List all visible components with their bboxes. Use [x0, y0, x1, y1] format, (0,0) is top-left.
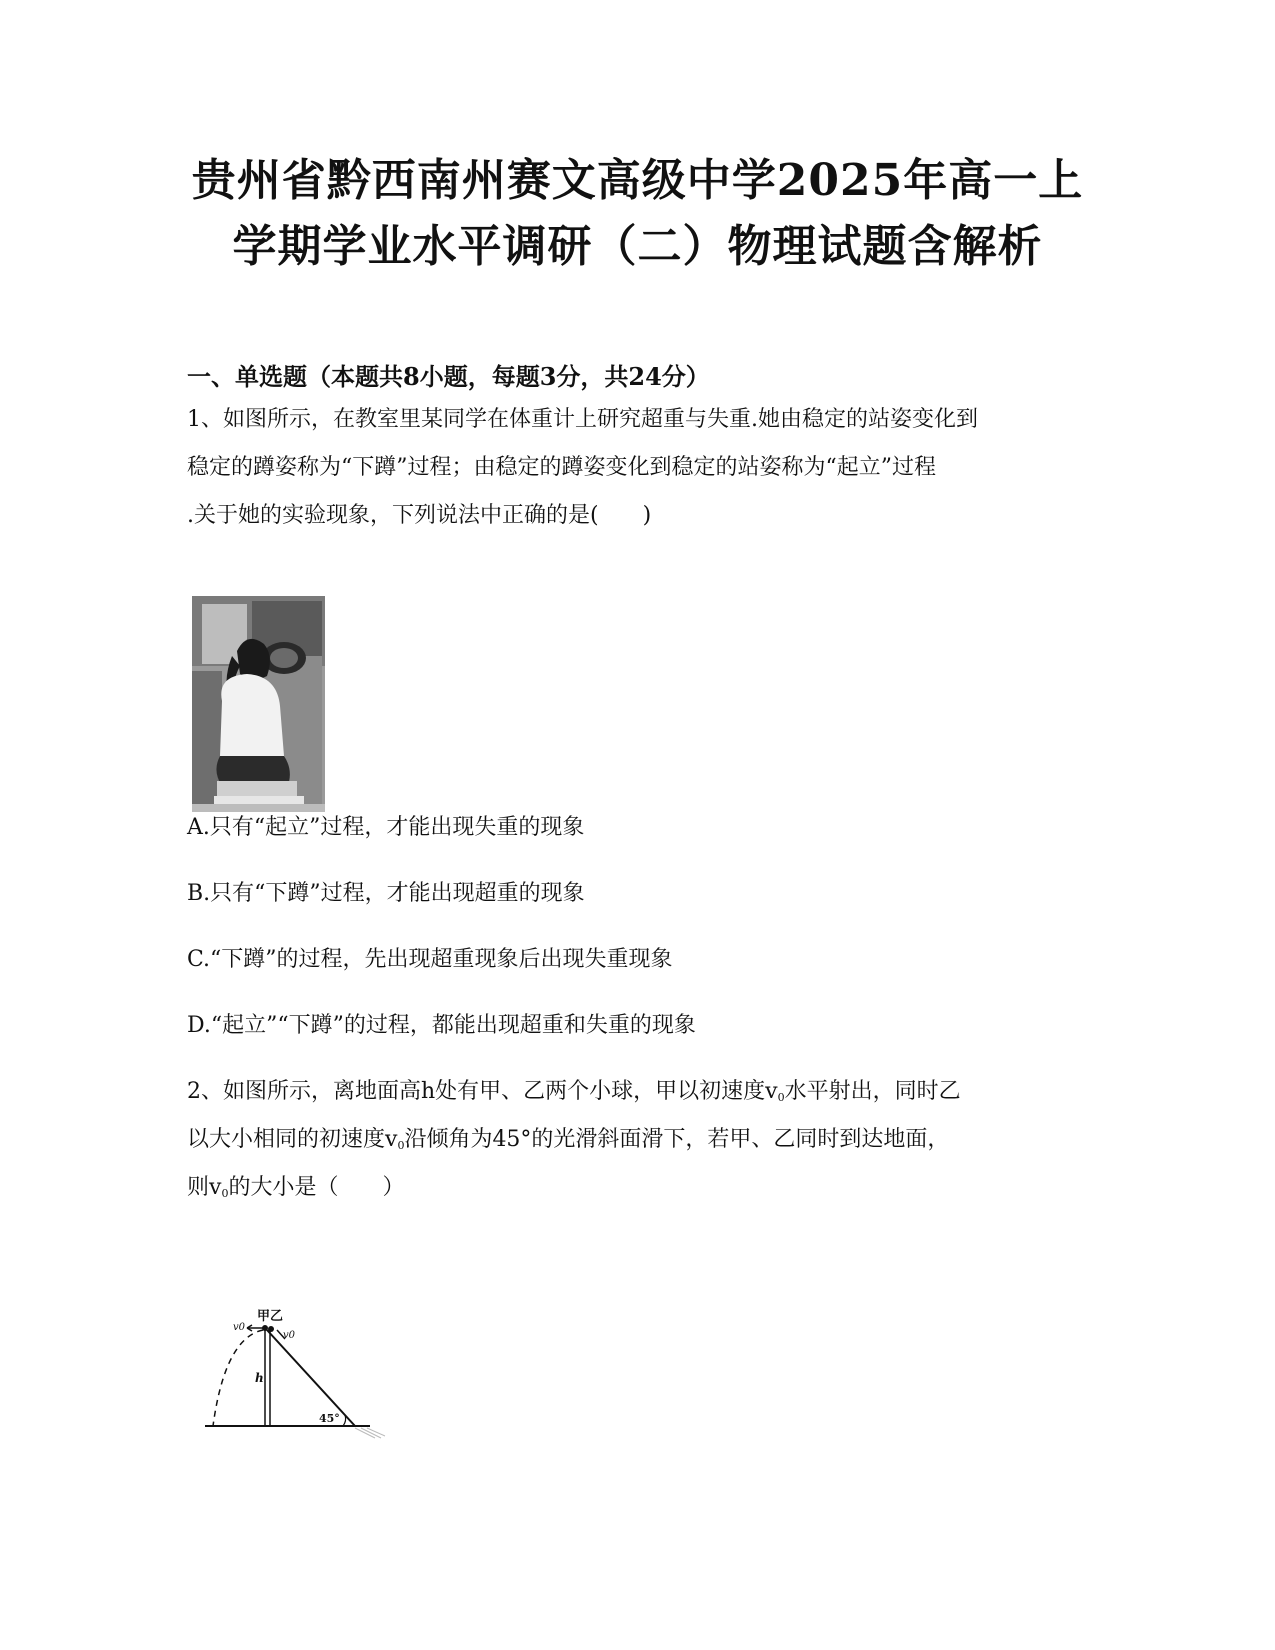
option-d: D.“起立”“下蹲”的过程，都能出现超重和失重的现象 — [187, 1013, 696, 1038]
q2-line2-part-b: 沿倾角为45°的光滑斜面滑下，若甲、乙同时到达地面， — [404, 1127, 950, 1152]
question-1-text-line-1: 1、如图所示，在教室里某同学在体重计上研究超重与失重.她由稳定的站姿变化到 — [187, 407, 978, 432]
question-2-text-line-1 — [187, 1076, 961, 1114]
question-1-text-line-2: 稳定的蹲姿称为“下蹲”过程；由稳定的蹲姿变化到稳定的站姿称为“起立”过程 — [187, 455, 936, 480]
ball-jia — [262, 1325, 268, 1331]
ground-hatch — [355, 1428, 385, 1438]
label-v0-left: v0 — [233, 1322, 246, 1333]
label-balls: 甲乙 — [257, 1309, 284, 1324]
subscript-zero: 0 — [221, 1187, 229, 1200]
question-1-text-line-3: .关于她的实验现象，下列说法中正确的是( ) — [187, 503, 652, 528]
label-h: h — [255, 1371, 264, 1385]
subscript-zero: 0 — [397, 1139, 405, 1152]
incline-line — [267, 1330, 355, 1426]
label-v0-right: v0 — [283, 1330, 296, 1341]
question-2-text-line-2 — [187, 1124, 949, 1162]
subscript-zero: 0 — [777, 1091, 785, 1104]
q2-line2-part-a: 以大小相同的初速度v — [187, 1127, 398, 1152]
option-a: A.只有“起立”过程，才能出现失重的现象 — [187, 815, 585, 840]
question-1-photo — [192, 596, 325, 812]
document-title-line-1: 贵州省黔西南州赛文高级中学2025年高一上 — [191, 155, 1084, 206]
q2-line3-part-b: 的大小是（ ） — [228, 1175, 405, 1200]
question-2-diagram — [205, 1308, 391, 1442]
option-b: B.只有“下蹲”过程，才能出现超重的现象 — [187, 881, 585, 906]
section-heading: 一、单选题（本题共8小题，每题3分，共24分） — [187, 362, 710, 391]
question-2-text-line-3 — [187, 1172, 404, 1210]
q2-line1-part-b: 水平射出，同时乙 — [784, 1079, 961, 1104]
label-angle: 45° — [319, 1412, 340, 1425]
angle-arc — [343, 1415, 346, 1426]
ball-yi — [268, 1326, 274, 1332]
option-c: C.“下蹲”的过程，先出现超重现象后出现失重现象 — [187, 947, 673, 972]
q2-line3-part-a: 则v — [187, 1175, 222, 1200]
q2-line1-part-a: 2、如图所示，离地面高h处有甲、乙两个小球，甲以初速度v — [187, 1079, 778, 1104]
document-title-line-2: 学期学业水平调研（二）物理试题含解析 — [232, 221, 1043, 272]
